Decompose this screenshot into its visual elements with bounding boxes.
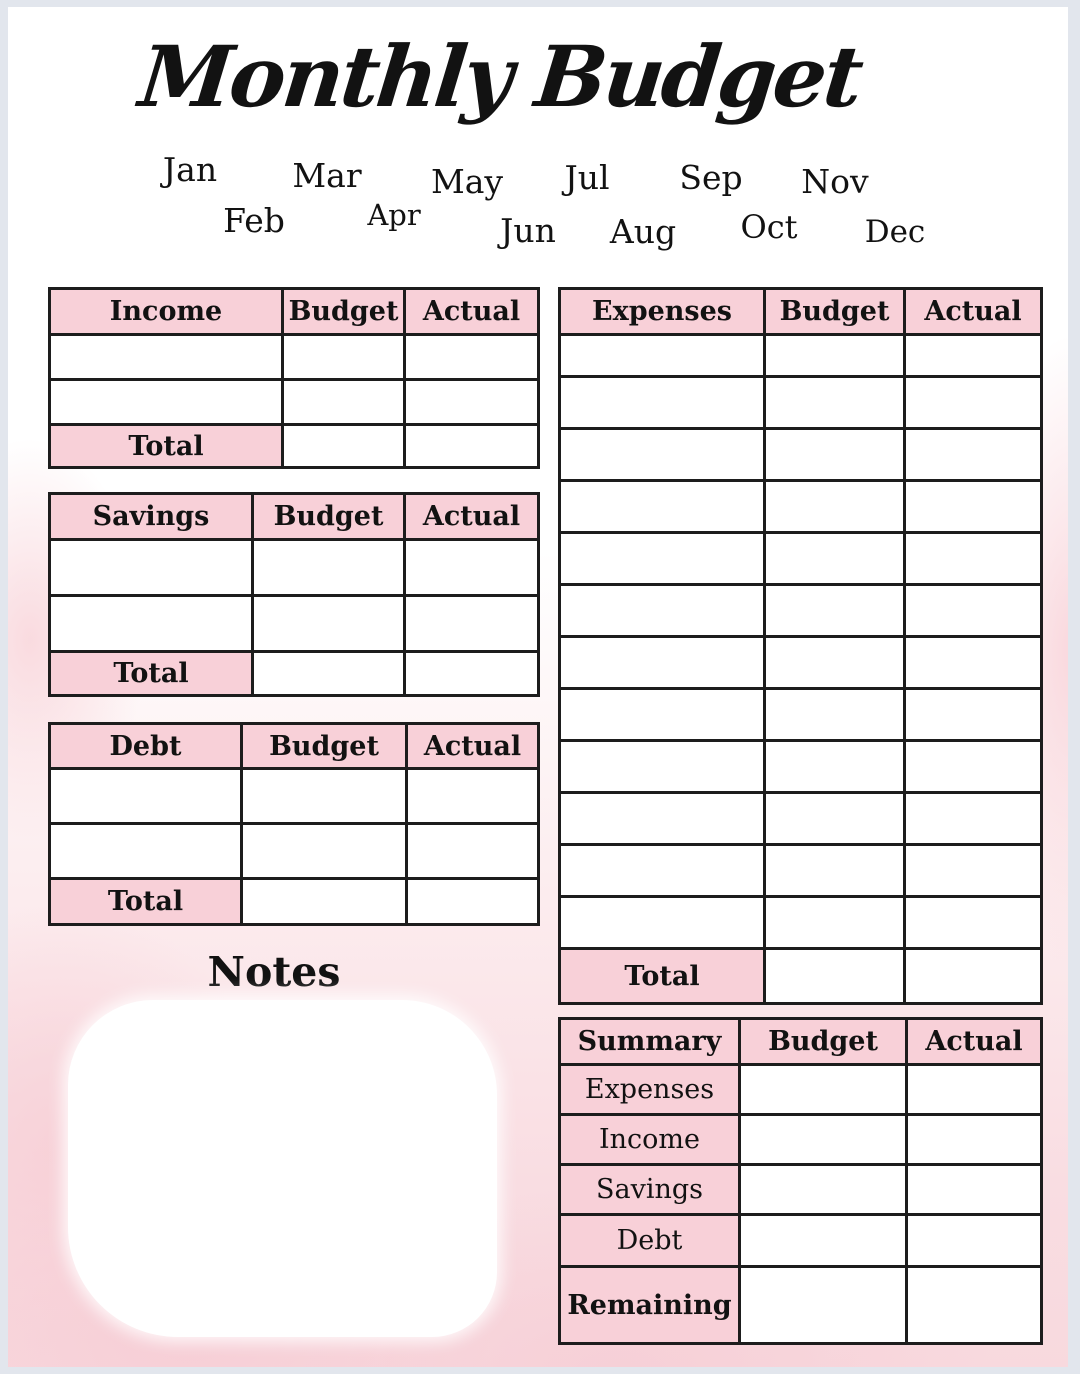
blank-cell (560, 533, 765, 585)
debt-total-row (50, 879, 539, 925)
month-label-jun: Jun (500, 211, 556, 250)
blank-cell (765, 897, 905, 949)
month-label-may: May (430, 162, 504, 201)
summary-label-income: Income (560, 1115, 740, 1165)
notes-writing-area (68, 1000, 497, 1337)
debt-blank-row (50, 824, 539, 879)
blank-cell (405, 596, 539, 652)
blank-cell (253, 652, 405, 696)
month-label-jan: Jan (162, 150, 218, 189)
expenses-blank-row (560, 377, 1042, 429)
expenses-header: Expenses (560, 289, 765, 335)
income-total-label: Total (50, 425, 283, 468)
blank-cell (560, 335, 765, 377)
budget-header: Budget (283, 289, 405, 335)
blank-cell (905, 793, 1042, 845)
savings-total-row (50, 652, 539, 696)
blank-cell (905, 335, 1042, 377)
blank-cell (740, 1065, 907, 1115)
blank-cell (905, 897, 1042, 949)
blank-cell (740, 1165, 907, 1215)
actual-header: Actual (407, 724, 539, 769)
income-blank-row (50, 335, 539, 380)
blank-cell (907, 1065, 1042, 1115)
blank-cell (560, 585, 765, 637)
budget-header: Budget (253, 494, 405, 540)
expenses-blank-row (560, 585, 1042, 637)
blank-cell (50, 596, 253, 652)
page-title: Monthly Budget (134, 27, 866, 126)
income-header: Income (50, 289, 283, 335)
blank-cell (283, 335, 405, 380)
blank-cell (905, 741, 1042, 793)
expenses-blank-row (560, 845, 1042, 897)
debt-total-label: Total (50, 879, 242, 925)
blank-cell (765, 335, 905, 377)
month-label-nov: Nov (801, 162, 869, 201)
blank-cell (765, 585, 905, 637)
blank-cell (50, 335, 283, 380)
blank-cell (50, 380, 283, 425)
blank-cell (405, 540, 539, 596)
month-label-feb: Feb (223, 201, 285, 240)
blank-cell (405, 380, 539, 425)
expenses-total-row (560, 949, 1042, 1004)
blank-cell (765, 429, 905, 481)
summary-row-expenses (560, 1065, 1042, 1115)
savings-total-label: Total (50, 652, 253, 696)
debt-table (48, 722, 540, 926)
summary-header: Summary (560, 1019, 740, 1065)
summary-table (558, 1017, 1043, 1345)
summary-label-savings: Savings (560, 1165, 740, 1215)
savings-header: Savings (50, 494, 253, 540)
blank-cell (50, 769, 242, 824)
blank-cell (283, 380, 405, 425)
blank-cell (765, 533, 905, 585)
expenses-blank-row (560, 689, 1042, 741)
blank-cell (242, 879, 407, 925)
income-header-row (50, 289, 539, 335)
blank-cell (407, 824, 539, 879)
blank-cell (560, 845, 765, 897)
summary-row-remaining (560, 1267, 1042, 1344)
expenses-blank-row (560, 637, 1042, 689)
blank-cell (407, 769, 539, 824)
month-label-sep: Sep (679, 158, 743, 197)
blank-cell (905, 689, 1042, 741)
summary-row-debt (560, 1215, 1042, 1267)
blank-cell (560, 793, 765, 845)
blank-cell (765, 741, 905, 793)
month-label-mar: Mar (292, 156, 362, 195)
debt-blank-row (50, 769, 539, 824)
expenses-blank-row (560, 429, 1042, 481)
blank-cell (407, 879, 539, 925)
blank-cell (560, 429, 765, 481)
month-label-dec: Dec (864, 214, 926, 250)
income-blank-row (50, 380, 539, 425)
blank-cell (405, 335, 539, 380)
blank-cell (905, 481, 1042, 533)
income-total-row (50, 425, 539, 468)
summary-row-savings (560, 1165, 1042, 1215)
blank-cell (253, 540, 405, 596)
blank-cell (905, 949, 1042, 1004)
notes-heading: Notes (207, 948, 341, 996)
savings-table (48, 492, 540, 697)
actual-header: Actual (905, 289, 1042, 335)
blank-cell (405, 652, 539, 696)
savings-blank-row (50, 596, 539, 652)
expenses-blank-row (560, 335, 1042, 377)
blank-cell (560, 689, 765, 741)
blank-cell (560, 741, 765, 793)
summary-header-row (560, 1019, 1042, 1065)
summary-label-expenses: Expenses (560, 1065, 740, 1115)
blank-cell (765, 637, 905, 689)
blank-cell (50, 540, 253, 596)
blank-cell (765, 845, 905, 897)
blank-cell (765, 481, 905, 533)
blank-cell (740, 1215, 907, 1267)
blank-cell (740, 1115, 907, 1165)
blank-cell (405, 425, 539, 468)
budget-header: Budget (740, 1019, 907, 1065)
blank-cell (560, 377, 765, 429)
blank-cell (765, 949, 905, 1004)
blank-cell (740, 1267, 907, 1344)
blank-cell (905, 637, 1042, 689)
summary-label-debt: Debt (560, 1215, 740, 1267)
actual-header: Actual (405, 494, 539, 540)
expenses-header-row (560, 289, 1042, 335)
debt-header: Debt (50, 724, 242, 769)
blank-cell (907, 1215, 1042, 1267)
blank-cell (907, 1165, 1042, 1215)
month-label-oct: Oct (740, 208, 798, 246)
blank-cell (560, 481, 765, 533)
expenses-blank-row (560, 897, 1042, 949)
blank-cell (242, 824, 407, 879)
blank-cell (253, 596, 405, 652)
blank-cell (765, 689, 905, 741)
month-label-jul: Jul (564, 158, 610, 197)
month-label-apr: Apr (367, 198, 421, 232)
expenses-total-label: Total (560, 949, 765, 1004)
savings-header-row (50, 494, 539, 540)
budget-header: Budget (765, 289, 905, 335)
expenses-blank-row (560, 481, 1042, 533)
blank-cell (905, 533, 1042, 585)
blank-cell (907, 1115, 1042, 1165)
budget-header: Budget (242, 724, 407, 769)
blank-cell (765, 793, 905, 845)
expenses-blank-row (560, 741, 1042, 793)
blank-cell (560, 637, 765, 689)
actual-header: Actual (907, 1019, 1042, 1065)
blank-cell (905, 429, 1042, 481)
income-table (48, 287, 540, 469)
savings-blank-row (50, 540, 539, 596)
blank-cell (242, 769, 407, 824)
debt-header-row (50, 724, 539, 769)
blank-cell (560, 897, 765, 949)
summary-row-income (560, 1115, 1042, 1165)
expenses-blank-row (560, 533, 1042, 585)
blank-cell (907, 1267, 1042, 1344)
expenses-blank-row (560, 793, 1042, 845)
summary-label-remaining: Remaining (560, 1267, 740, 1344)
blank-cell (283, 425, 405, 468)
blank-cell (905, 377, 1042, 429)
blank-cell (765, 377, 905, 429)
expenses-table (558, 287, 1043, 1005)
blank-cell (50, 824, 242, 879)
blank-cell (905, 845, 1042, 897)
month-label-aug: Aug (609, 212, 677, 251)
actual-header: Actual (405, 289, 539, 335)
blank-cell (905, 585, 1042, 637)
